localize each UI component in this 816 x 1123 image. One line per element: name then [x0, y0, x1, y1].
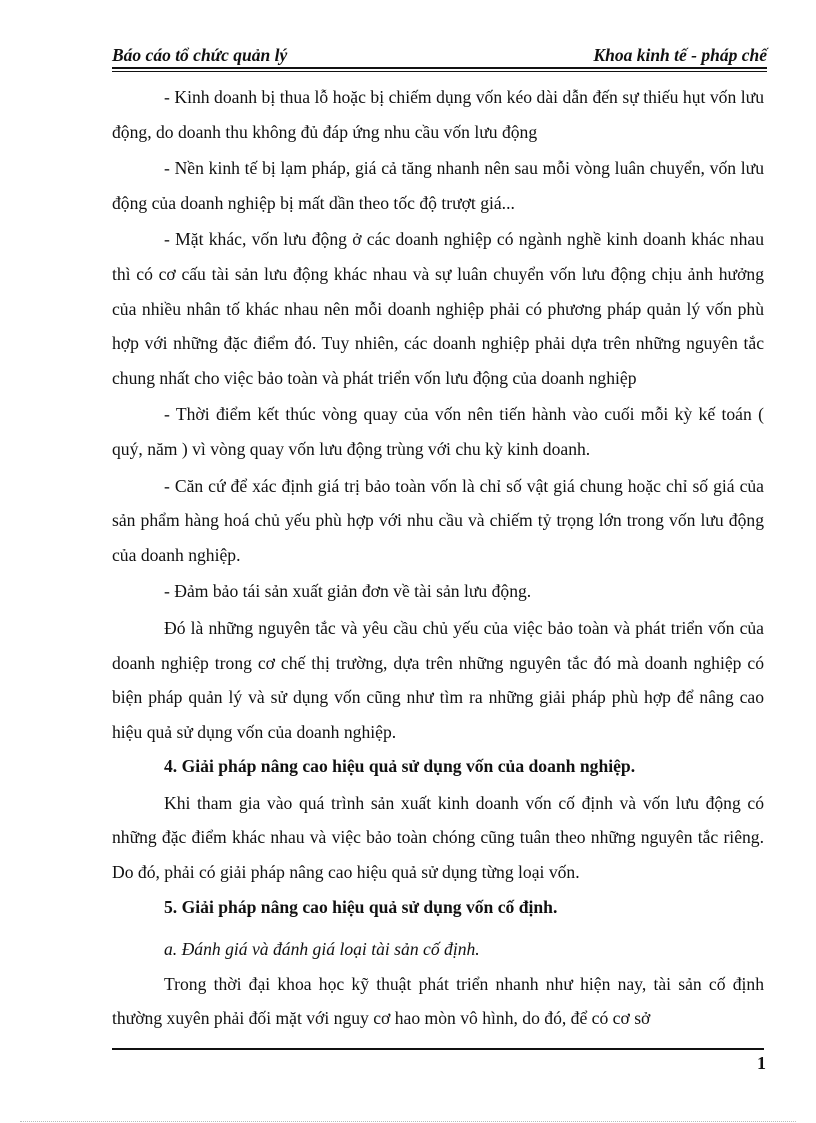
- page-bottom-border: [20, 1121, 796, 1122]
- footer-rule: [112, 1048, 764, 1050]
- header-rule-thin: [112, 71, 767, 72]
- header-rule-thick: [112, 67, 767, 69]
- paragraph: - Nền kinh tế bị lạm pháp, giá cả tăng nhanh nên sau mỗi vòng luân chuyển, vốn lưu động của doanh nghiệp bị mất dần theo tốc độ trượt giá...: [112, 158, 764, 213]
- document-body: [112, 78, 764, 1036]
- paragraph: Đó là những nguyên tắc và yêu cầu chủ yếu của việc bảo toàn và phát triển vốn của doanh nghiệp trong cơ chế thị trường, dựa trên những nguyên tắc đó mà doanh nghiệp có biện pháp quản lý và sử dụng vốn cũng như tìm ra những giải pháp phù hợp để nâng cao hiệu quả sử dụng vốn của doanh nghiệp.: [112, 617, 764, 742]
- paragraph: - Thời điểm kết thúc vòng quay của vốn nên tiến hành vào cuối mỗi kỳ kế toán ( quý, năm ) vì vòng quay vốn lưu động trùng với chu kỳ kinh doanh.: [112, 404, 764, 459]
- paragraph: - Đảm bảo tái sản xuất giản đơn về tài sản lưu động.: [164, 581, 532, 602]
- paragraph: Khi tham gia vào quá trình sản xuất kinh doanh vốn cố định và vốn lưu động có những đặc điểm khác nhau và việc bảo toàn chóng cũng tuân theo những nguyên tắc riêng. Do đó, phải có giải pháp nâng cao hiệu quả sử dụng từng loại vốn.: [112, 792, 764, 883]
- subsection-heading-a: a. Đánh giá và đánh giá loại tài sản cố định.: [164, 939, 480, 960]
- header-right-title: Khoa kinh tế - pháp chế: [593, 45, 767, 65]
- paragraph: Trong thời đại khoa học kỹ thuật phát triển nhanh như hiện nay, tài sản cố định thường xuyên phải đối mặt với nguy cơ hao mòn vô hình, do đó, để có cơ sở: [112, 973, 764, 1029]
- page-number: 1: [757, 1053, 766, 1073]
- section-heading-5: 5. Giải pháp nâng cao hiệu quả sử dụng vốn cố định.: [164, 896, 558, 917]
- section-heading-4: 4. Giải pháp nâng cao hiệu quả sử dụng vốn của doanh nghiệp.: [164, 756, 636, 777]
- page-header: [112, 36, 767, 66]
- paragraph: - Mặt khác, vốn lưu động ở các doanh nghiệp có ngành nghề kinh doanh khác nhau thì có cơ cấu tài sản lưu động khác nhau và sự luân chuyển vốn lưu động chịu ảnh hưởng của nhiều nhân tố khác nhau nên mỗi doanh nghiệp phải có phương pháp quản lý vốn phù hợp với những đặc điểm đó. Tuy nhiên, các doanh nghiệp phải dựa trên những nguyên tắc chung nhất cho việc bảo toàn và phát triển vốn lưu động của doanh nghiệp: [112, 229, 764, 388]
- paragraph: - Căn cứ để xác định giá trị bảo toàn vốn là chỉ số vật giá chung hoặc chỉ số giá của sản phẩm hàng hoá chủ yếu phù hợp với nhu cầu và chiếm tỷ trọng lớn trong vốn lưu động của doanh nghiệp.: [112, 475, 764, 565]
- paragraph: - Kinh doanh bị thua lỗ hoặc bị chiếm dụng vốn kéo dài dẫn đến sự thiếu hụt vốn lưu động, do doanh thu không đủ đáp ứng nhu cầu vốn lưu động: [112, 87, 764, 142]
- header-left-title: Báo cáo tổ chức quản lý: [112, 45, 288, 65]
